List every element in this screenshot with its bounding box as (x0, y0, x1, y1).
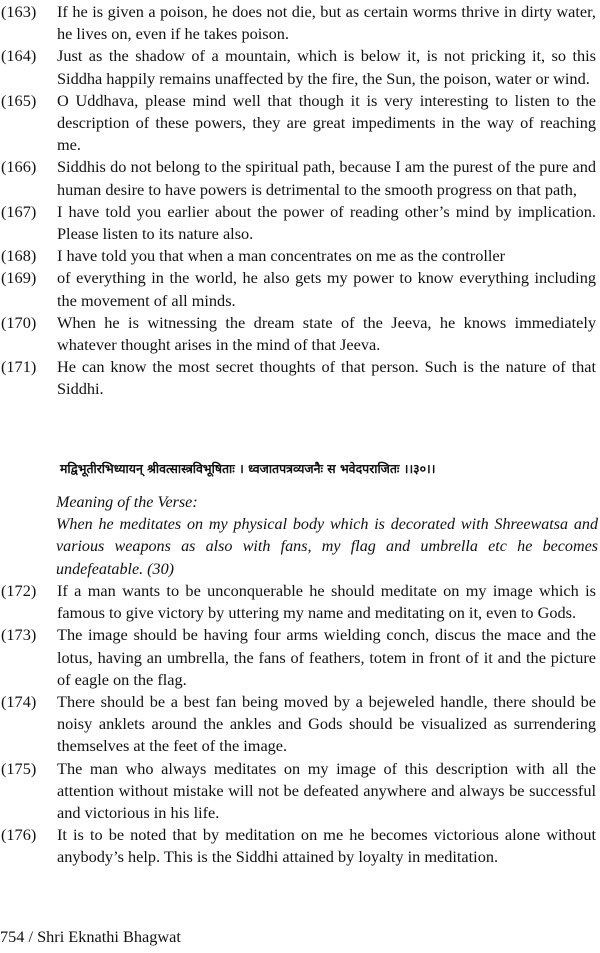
verse-number: (171) (1, 357, 37, 377)
verse-text: It is to be noted that by meditation on me he becomes victorious alone without anybody’s help. This is the Siddhi attained by loyalty in meditation. (57, 825, 596, 867)
verse-168 (0, 245, 596, 267)
page-footer: 754 / Shri Eknathi Bhagwat (0, 927, 181, 946)
verse-text: If a man wants to be unconquerable he should meditate on my image which is famous to give victory by uttering my name and meditating on it, even to Gods. (57, 581, 596, 623)
verse-number: (168) (1, 246, 37, 266)
verse-text: I have told you earlier about the power of reading other’s mind by implication. Please listen to its nature also. (57, 201, 596, 244)
verse-number: (176) (1, 825, 37, 845)
verse-text: The image should be having four arms wielding conch, discus the mace and the lotus, having an umbrella, the fans of feathers, totem in front of it and the picture of eagle on the flag. (57, 625, 596, 689)
verse-number: (174) (1, 692, 37, 712)
verse-meaning (56, 492, 598, 581)
verse-text: O Uddhava, please mind well that though it is very interesting to listen to the description of these powers, they are great impediments in the way of reaching me. (57, 90, 596, 155)
verse-number: (170) (1, 312, 37, 332)
verse-list-bottom (0, 580, 596, 869)
verse-number: (163) (1, 2, 37, 21)
meaning-text: When he meditates on my physical body which is decorated with Shreewatsa and various weapons as also with fans, my flag and umbrella etc he becomes undefeatable. (30) (56, 516, 598, 578)
verse-text: If he is given a poison, he does not die, but as certain worms thrive in dirty water, he lives on, even if he takes poison. (57, 2, 596, 44)
verse-number: (167) (1, 201, 37, 221)
verse-text: I have told you that when a man concentrates on me as the controller (57, 246, 506, 266)
verse-text: Just as the shadow of a mountain, which is below it, is not pricking it, so this Siddha happily remains unaffected by the fire, the Sun, the poison, water or wind. (57, 46, 596, 88)
verse-167 (0, 201, 596, 245)
verse-164 (0, 45, 596, 89)
sanskrit-verse: मद्विभूतीरभिध्यायन् श्रीवत्सास्त्रविभूषिताः । ध्वजातपत्रव्यजनैः स भवेदपराजितः ।।३०।। (60, 461, 436, 476)
verse-number: (165) (1, 90, 37, 110)
verse-text: There should be a best fan being moved by a bejeweled handle, there should be noisy anklets around the ankles and Gods should be visualized as surrendering themselves at the feet of the image. (57, 692, 596, 756)
verse-text: He can know the most secret thoughts of that person. Such is the nature of that Siddhi. (57, 357, 596, 399)
verse-163 (0, 1, 596, 45)
verse-list-top (0, 1, 596, 401)
verse-text: The man who always meditates on my image of this description with all the attention without mistake will not be defeated anywhere and always be successful and victorious in his life. (57, 758, 596, 823)
verse-number: (169) (1, 268, 37, 288)
verse-number: (175) (1, 758, 37, 778)
verse-171 (0, 356, 596, 400)
meaning-heading: Meaning of the Verse: (56, 494, 198, 511)
verse-174 (0, 691, 596, 758)
verse-166 (0, 156, 596, 200)
verse-number: (166) (1, 157, 37, 177)
verse-173 (0, 624, 596, 691)
verse-text: When he is witnessing the dream state of the Jeeva, he knows immediately whatever thought arises in the mind of that Jeeva. (57, 312, 596, 355)
verse-176 (0, 824, 596, 868)
verse-170 (0, 312, 596, 356)
verse-number: (164) (1, 46, 37, 66)
verse-text: Siddhis do not belong to the spiritual path, because I am the purest of the pure and human desire to have powers is detrimental to the smooth progress on that path, (57, 157, 596, 199)
verse-number: (173) (1, 625, 37, 645)
verse-text: of everything in the world, he also gets my power to know everything including the movement of all minds. (57, 268, 596, 310)
verse-165 (0, 90, 596, 157)
verse-number: (172) (1, 581, 37, 600)
verse-175 (0, 758, 596, 825)
verse-172 (0, 580, 596, 624)
verse-169 (0, 267, 596, 311)
